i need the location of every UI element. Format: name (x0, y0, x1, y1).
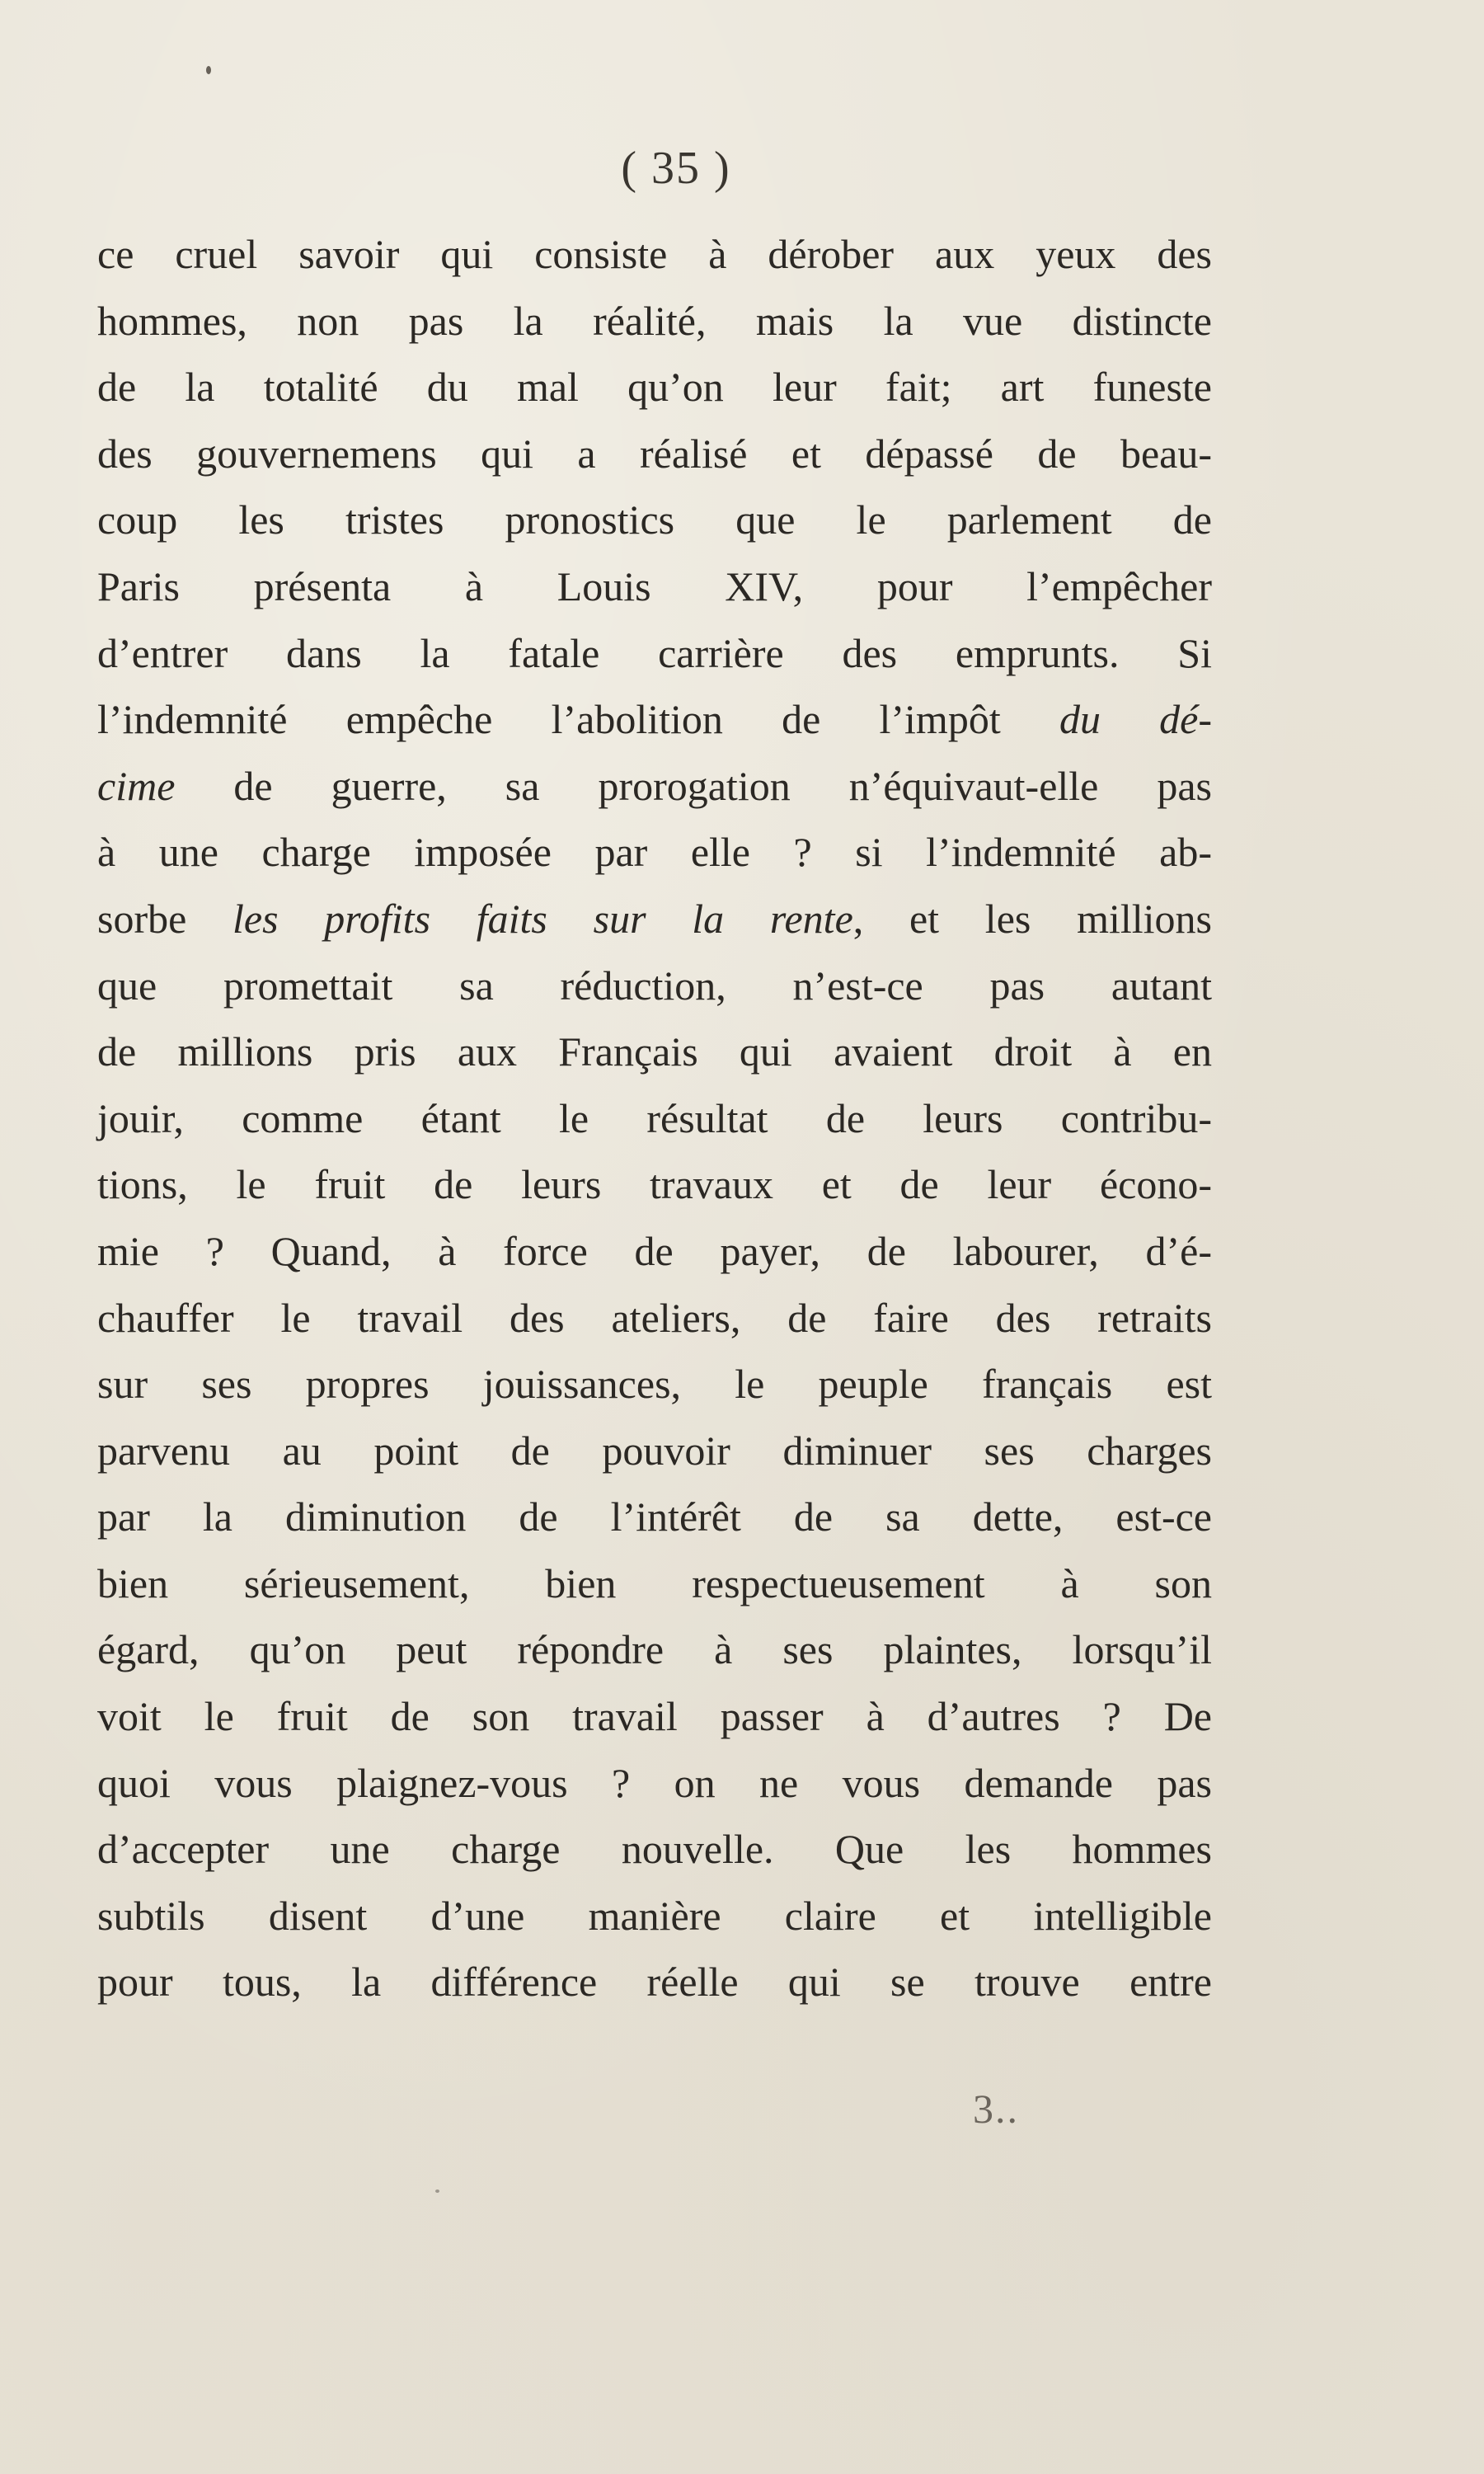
ink-speck (206, 66, 211, 74)
text-line: ce cruel savoir qui consiste à dérober aux yeux des (97, 231, 1212, 277)
text-line: des gouvernemens qui a réalisé et dépassé de beau- (97, 430, 1212, 477)
signature-mark: 3.. (973, 2086, 1019, 2132)
text-segment: , et les millions (852, 895, 1212, 942)
body-text (97, 221, 1212, 2015)
text-line: à une charge imposée par elle ? si l’indemnité ab- (97, 829, 1212, 876)
text-segment: sorbe (97, 895, 233, 942)
text-line: coup les tristes pronostics que le parlement de (97, 496, 1212, 543)
text-line: voit le fruit de son travail passer à d’autres ? De (97, 1693, 1212, 1740)
italic-text: du dé- (1059, 696, 1212, 743)
text-line: chauffer le travail des ateliers, de faire des retraits (97, 1294, 1212, 1341)
text-line: pour tous, la différence réelle qui se trouve entre (97, 1959, 1212, 2006)
text-line: jouir, comme étant le résultat de leurs contribu- (97, 1094, 1212, 1141)
text-line: par la diminution de l’intérêt de sa dette, est-ce (97, 1493, 1212, 1540)
ink-speck (435, 2189, 439, 2193)
text-line: de la totalité du mal qu’on leur fait; art funeste (97, 364, 1212, 411)
text-line: parvenu au point de pouvoir diminuer ses charges (97, 1427, 1212, 1474)
text-line (97, 753, 1212, 820)
text-line: quoi vous plaignez-vous ? on ne vous demande pas (97, 1759, 1212, 1806)
text-segment: l’indemnité empêche l’abolition de l’impôt (97, 696, 1059, 743)
text-line: subtils disent d’une manière claire et intelligible (97, 1892, 1212, 1939)
text-line: tions, le fruit de leurs travaux et de leur écono- (97, 1161, 1212, 1208)
text-line (97, 886, 1212, 952)
text-line: que promettait sa réduction, n’est-ce pas autant (97, 962, 1212, 1009)
text-line (97, 686, 1212, 753)
text-line: bien sérieusement, bien respectueusement à son (97, 1559, 1212, 1606)
page-number: ( 35 ) (621, 143, 731, 194)
text-line: hommes, non pas la réalité, mais la vue distincte (97, 297, 1212, 344)
text-line: égard, qu’on peut répondre à ses plaintes, lorsqu’il (97, 1626, 1212, 1673)
text-line: Paris présenta à Louis XIV, pour l’empêcher (97, 562, 1212, 609)
italic-text: les profits faits sur la rente (232, 895, 853, 942)
italic-text: cime (97, 762, 176, 809)
text-line: d’accepter une charge nouvelle. Que les hommes (97, 1826, 1212, 1873)
text-line: mie ? Quand, à force de payer, de labourer, d’é- (97, 1227, 1212, 1274)
text-line: de millions pris aux Français qui avaient droit à en (97, 1028, 1212, 1075)
text-segment: de guerre, sa prorogation n’équivaut-elle pas (233, 762, 1213, 809)
text-line: d’entrer dans la fatale carrière des emprunts. Si (97, 629, 1212, 676)
text-line: sur ses propres jouissances, le peuple français est (97, 1361, 1212, 1408)
